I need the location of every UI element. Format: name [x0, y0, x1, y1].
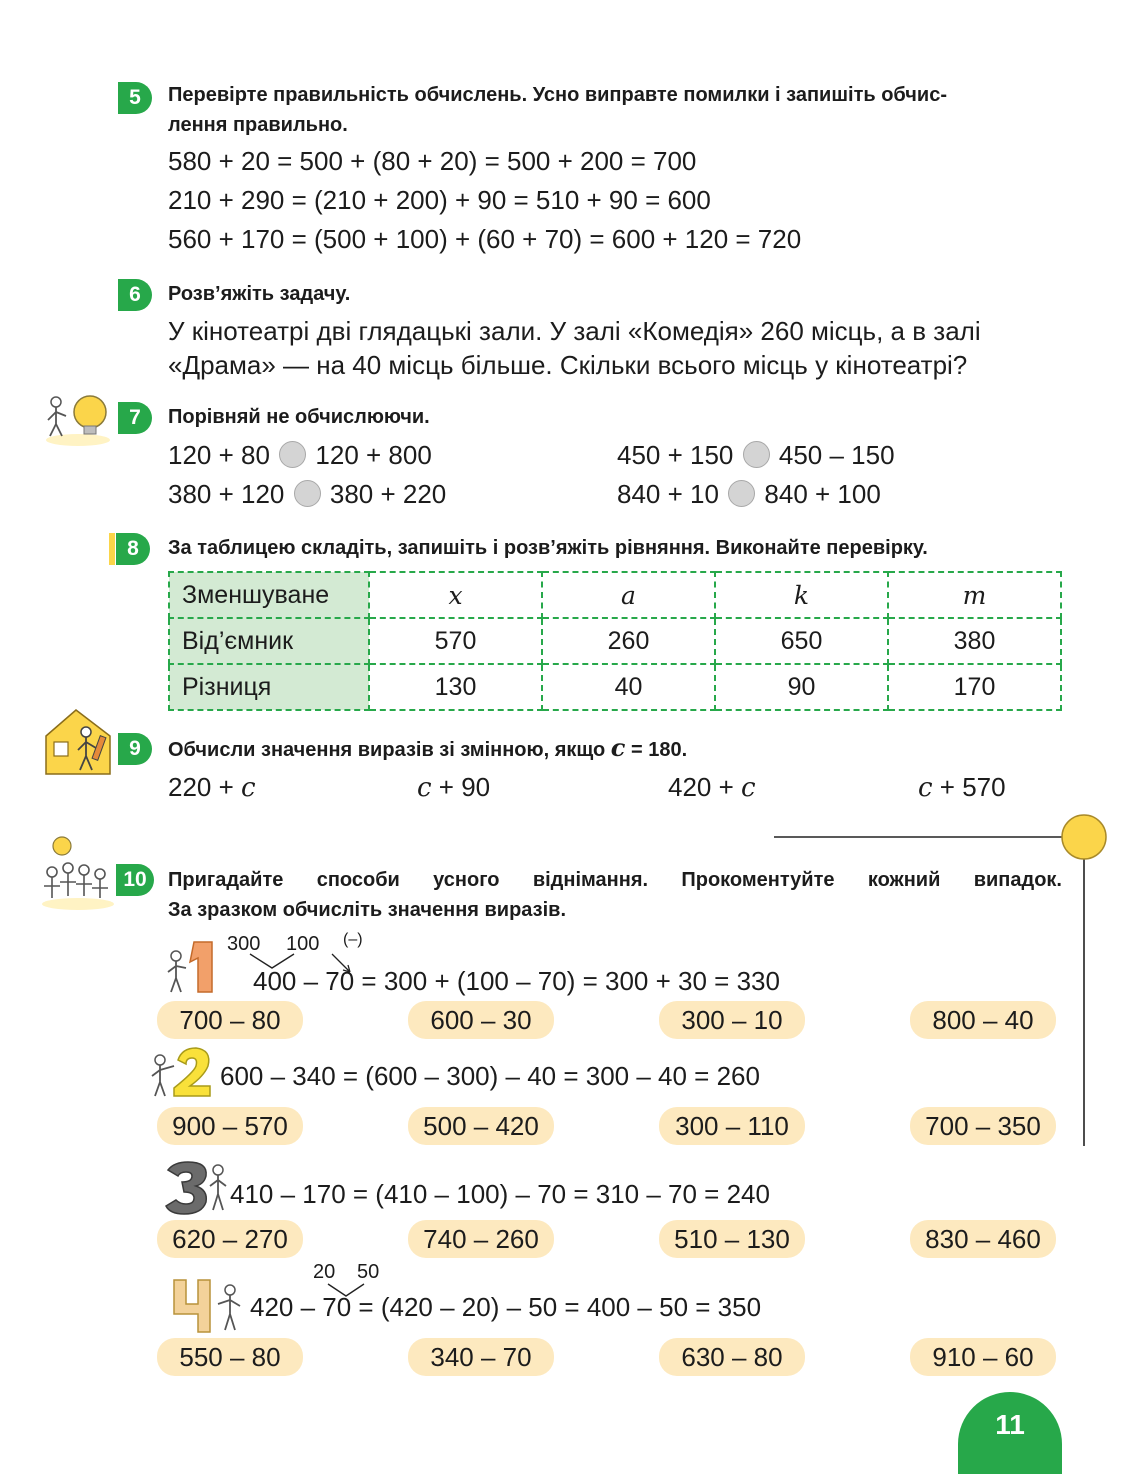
table-cell: m [888, 572, 1061, 618]
task-10-title-line1: Пригадайте способи усного віднімання. Прокоментуйте кожний випадок. [168, 869, 1062, 891]
task-8-accent-bar [109, 533, 115, 565]
compare-left: 840 + 10 [617, 479, 719, 509]
group-idea-icon [38, 834, 118, 912]
table-cell: 40 [542, 664, 715, 710]
task-10-title-line2: За зразком обчисліть значення виразів. [168, 899, 567, 921]
compare-right: 380 + 220 [329, 479, 447, 509]
task-7-title: Порівняй не обчислюючи. [168, 406, 430, 428]
task-5-title-line1: Перевірте правильність обчислень. Усно виправте помилки і запишіть обчис- [168, 84, 947, 106]
digit-2-icon [146, 1046, 216, 1098]
exercise-item[interactable]: 700 – 80 [157, 1001, 303, 1039]
compare-row [617, 437, 895, 473]
task-8-badge: 8 [116, 533, 150, 565]
exercise-item[interactable]: 800 – 40 [910, 1001, 1056, 1039]
digit-3-icon [164, 1160, 230, 1216]
hint-50: 50 [357, 1261, 380, 1283]
page-number: 11 [958, 1392, 1062, 1474]
table-cell: 650 [715, 618, 888, 664]
lightbulb-thinker-icon [40, 390, 112, 448]
compare-row [168, 437, 432, 473]
compare-circle[interactable] [294, 480, 321, 507]
house-builder-icon [42, 706, 116, 776]
exercise-item[interactable]: 630 – 80 [659, 1338, 805, 1376]
example-3: 410 – 170 = (410 – 100) – 70 = 310 – 70 = 240 [230, 1179, 770, 1209]
table-cell: 380 [888, 618, 1061, 664]
task-6-badge: 6 [118, 279, 152, 311]
task-5-line: 580 + 20 = 500 + (80 + 20) = 500 + 200 = 700 [168, 146, 697, 176]
task-10-badge: 10 [116, 864, 154, 896]
compare-right: 450 – 150 [778, 440, 895, 470]
table-cell: k [715, 572, 888, 618]
row-header-difference: Різниця [169, 664, 369, 710]
row-header-minuend: Зменшуване [169, 572, 369, 618]
hint-300: 300 [227, 933, 261, 955]
table-cell: 90 [715, 664, 888, 710]
task-7-badge: 7 [118, 402, 152, 434]
compare-right: 840 + 100 [764, 479, 881, 509]
table-row [169, 664, 1061, 710]
example-1: 400 – 70 = 300 + (100 – 70) = 300 + 30 = 330 [253, 966, 780, 996]
compare-circle[interactable] [279, 441, 306, 468]
compare-left: 120 + 80 [168, 440, 270, 470]
task-9-title-text: Обчисли значення виразів зі змінною, якщо [168, 739, 611, 761]
exercise-item[interactable]: 620 – 270 [157, 1220, 303, 1258]
exercise-item[interactable]: 300 – 110 [659, 1107, 805, 1145]
task-9-variable: c [610, 733, 626, 762]
hint-minus: (–) [343, 931, 363, 948]
table-row [169, 572, 1061, 618]
table-cell: 570 [369, 618, 542, 664]
compare-right: 120 + 800 [315, 440, 432, 470]
exercise-item[interactable]: 700 – 350 [910, 1107, 1056, 1145]
exercise-item[interactable]: 500 – 420 [408, 1107, 554, 1145]
exercise-item[interactable]: 300 – 10 [659, 1001, 805, 1039]
exercise-item[interactable]: 740 – 260 [408, 1220, 554, 1258]
compare-row [168, 476, 446, 512]
task-6-title: Розв’яжіть задачу. [168, 283, 351, 305]
exercise-item[interactable]: 900 – 570 [157, 1107, 303, 1145]
decorative-bracket-line [772, 812, 1112, 1152]
table-cell: 130 [369, 664, 542, 710]
table-cell: 260 [542, 618, 715, 664]
task-6-text-line: У кінотеатрі дві глядацькі зали. У залі «Комедія» 260 місць, а в залі [168, 316, 981, 346]
task-6-text-line: «Драма» — на 40 місць більше. Скільки всього місць у кінотеатрі? [168, 350, 968, 380]
table-row [169, 618, 1061, 664]
variable-expression: 220 + c [168, 772, 256, 803]
table-cell: x [369, 572, 542, 618]
compare-circle[interactable] [743, 441, 770, 468]
variable-expression: 420 + c [668, 772, 756, 803]
task-9-badge: 9 [118, 733, 152, 765]
compare-left: 380 + 120 [168, 479, 285, 509]
task-5-line: 560 + 170 = (500 + 100) + (60 + 70) = 600 + 120 = 720 [168, 224, 802, 254]
variable-expression: c + 90 [417, 772, 491, 803]
compare-left: 450 + 150 [617, 440, 734, 470]
row-header-subtrahend: Від’ємник [169, 618, 369, 664]
digit-1-icon [164, 938, 228, 994]
example-4: 420 – 70 = (420 – 20) – 50 = 400 – 50 = 350 [250, 1292, 762, 1322]
exercise-item[interactable]: 340 – 70 [408, 1338, 554, 1376]
task-9-title [168, 733, 687, 765]
variable-expression: c + 570 [918, 772, 1006, 803]
task-5-title-line2: лення правильно. [168, 114, 348, 136]
table-cell: 170 [888, 664, 1061, 710]
equation-table [168, 571, 1062, 711]
hint-20: 20 [313, 1261, 336, 1283]
hint-100: 100 [286, 933, 320, 955]
table-cell: a [542, 572, 715, 618]
exercise-item[interactable]: 510 – 130 [659, 1220, 805, 1258]
exercise-item[interactable]: 550 – 80 [157, 1338, 303, 1376]
exercise-item[interactable]: 600 – 30 [408, 1001, 554, 1039]
exercise-item[interactable]: 910 – 60 [910, 1338, 1056, 1376]
task-5-line: 210 + 290 = (210 + 200) + 90 = 510 + 90 = 600 [168, 185, 711, 215]
compare-row [617, 476, 881, 512]
task-8-title: За таблицею складіть, запишіть і розв’яжіть рівняння. Виконайте перевірку. [168, 537, 928, 559]
example-2: 600 – 340 = (600 – 300) – 40 = 300 – 40 = 260 [220, 1061, 760, 1091]
exercise-item[interactable]: 830 – 460 [910, 1220, 1056, 1258]
task-5-badge: 5 [118, 82, 152, 114]
task-9-title-value: = 180. [625, 739, 688, 761]
compare-circle[interactable] [728, 480, 755, 507]
digit-4-icon [168, 1276, 248, 1334]
